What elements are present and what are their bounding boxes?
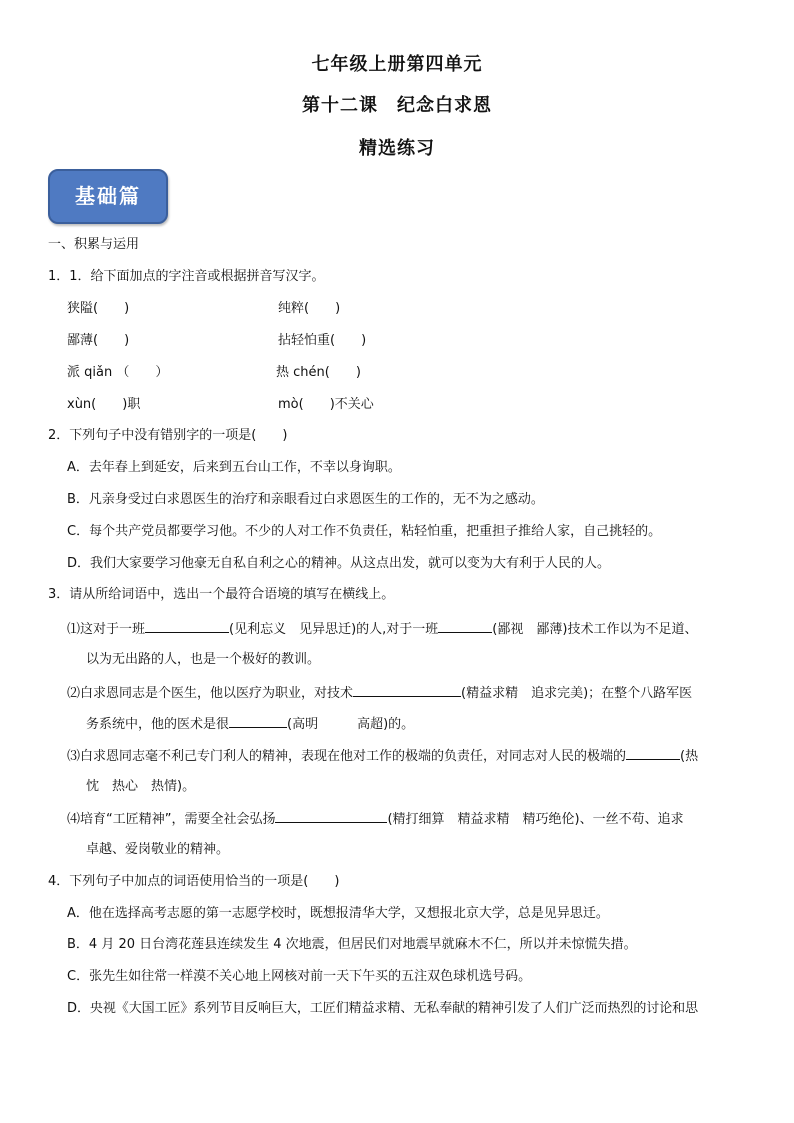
basic-section-badge [48,169,168,224]
q3-part2-text-a: ⑵白求恩同志是个医生，他以医疗为职业，对技术 [67,686,354,701]
q3-part4-text-a: ⑷培育“工匠精神”，需要全社会弘扬 [67,812,276,827]
q4-option-b: B．4 月 20 日台湾花莲县连续发生 4 次地震，但居民们对地震早就麻木不仁，所以并未惊慌失措。 [67,937,637,952]
q3-part1-text-a: ⑴这对于一班 [67,622,146,637]
q3-part4-text-b: (精打细算 精益求精 精巧绝伦)、一丝不苟、追求 [387,812,684,827]
q4-option-c: C．张先生如往常一样漠不关心地上网核对前一天下午买的五注双色球机选号码。 [67,969,532,984]
badge-label: 基础篇 [75,184,141,208]
q3-part1-line2: 以为无出路的人，也是一个极好的教训。 [86,652,321,667]
q2-option-c: C．每个共产党员都要学习他。不少的人对工作不负责任，粘轻怕重，把重担子推给人家，自己挑轻的。 [67,524,662,539]
q2-stem: 2．下列句子中没有错别字的一项是( ) [48,428,288,443]
q1-item-c2: 热 chén( ) [276,365,361,380]
practice-title: 精选练习 [359,138,435,159]
q1-item-c1: 派 qiǎn （ ） [67,365,169,380]
q3-part3-line2: 忱 热心 热情)。 [86,779,196,794]
q1-stem: 1．1．给下面加点的字注音或根据拼音写汉字。 [48,269,325,284]
q3-stem: 3．请从所给词语中，选出一个最符合语境的填写在横线上。 [48,587,395,602]
q3-part1-text-b: (见利忘义 见异思迁)的人,对于一班 [229,622,439,637]
q4-stem: 4．下列句子中加点的词语使用恰当的一项是( ) [48,874,340,889]
q3-part4-blank [275,810,387,823]
q2-option-d: D．我们大家要学习他豪无自私自利之心的精神。从这点出发，就可以变为大有利于人民的人。 [67,556,611,571]
q2-option-a: A．去年春上到延安，后来到五台山工作，不幸以身询职。 [67,460,401,475]
q1-item-b2: 拈轻怕重( ) [278,333,367,348]
unit-title: 七年级上册第四单元 [311,54,483,75]
q3-part4-line2: 卓越、爱岗敬业的精神。 [86,842,230,857]
q4-option-d: D．央视《大国工匠》系列节目反响巨大，工匠们精益求精、无私奉献的精神引发了人们广泛而热烈的讨论和思 [67,1001,699,1016]
q3-part3-text-b: (热 [680,749,699,764]
q3-part1-line1 [67,620,697,638]
lesson-title: 第十二课 纪念白求恩 [302,95,492,116]
section-heading: 一、积累与运用 [48,237,140,252]
q3-part3-line1 [67,747,698,765]
q1-item-a1: 狭隘( ) [67,301,130,316]
q3-part1-blank-2 [438,620,492,633]
q1-item-b1: 鄙薄( ) [67,333,130,348]
q1-item-d1: xùn( )职 [67,397,141,412]
q3-part3-text-a: ⑶白求恩同志毫不利己专门利人的精神，表现在他对工作的极端的负责任，对同志对人民的极端的 [67,749,627,764]
q2-option-b: B．凡亲身受过白求恩医生的治疗和亲眼看过白求恩医生的工作的，无不为之感动。 [67,492,544,507]
q1-item-a2: 纯粹( ) [278,301,341,316]
q3-part1-text-c: (鄙视 鄙薄)技术工作以为不足道、 [492,622,698,637]
q3-part2-line2 [86,715,414,733]
q3-part4-line1 [67,810,684,828]
q3-part2-text-d: (高明 高超)的。 [287,717,415,732]
q1-item-d2: mò( )不关心 [278,397,374,412]
q3-part2-text-c: 务系统中，他的医术是很 [86,717,230,732]
q3-part2-blank-1 [353,684,461,697]
q3-part2-text-b: (精益求精 追求完美)；在整个八路军医 [461,686,693,701]
q3-part2-blank-2 [229,715,287,728]
q3-part1-blank-1 [145,620,229,633]
q4-option-a: A．他在选择高考志愿的第一志愿学校时，既想报清华大学，又想报北京大学，总是见异思迁。 [67,906,609,921]
q3-part3-blank [626,747,680,760]
q3-part2-line1 [67,684,692,702]
